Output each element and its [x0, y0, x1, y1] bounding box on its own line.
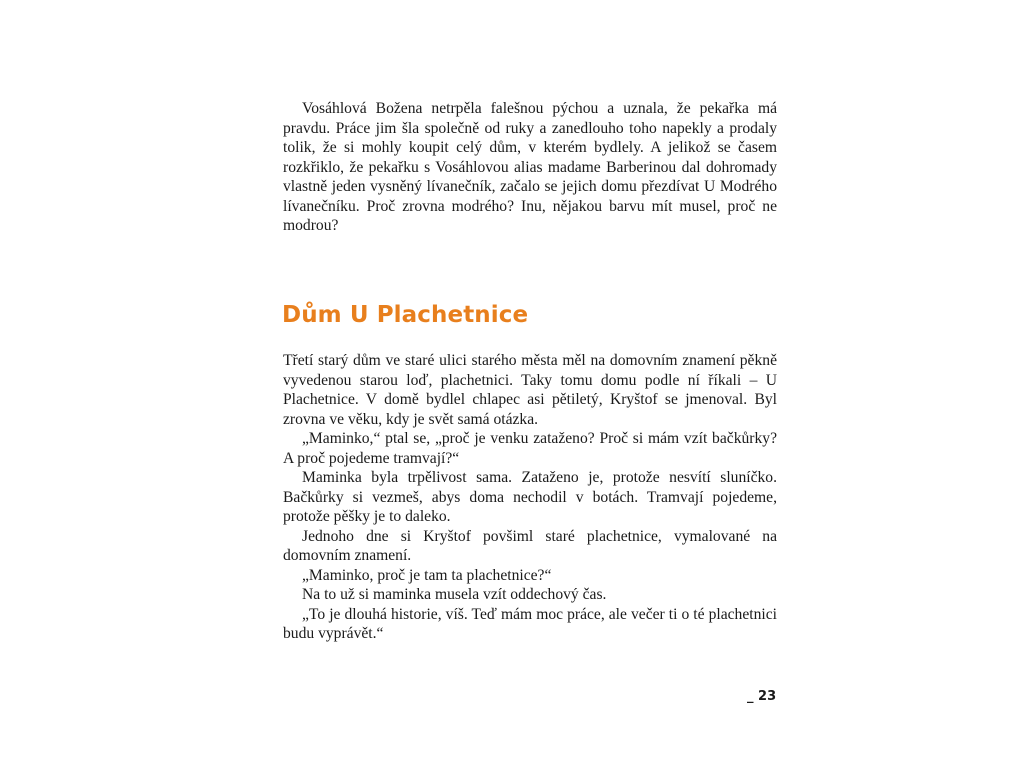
intro-text-block: [283, 99, 777, 236]
story-paragraph: Jednoho dne si Kryštof povšiml staré plachetnice, vymalované na domovním znamení.: [283, 527, 777, 564]
story-paragraph: „Maminko, proč je tam ta plachetnice?“: [302, 566, 552, 584]
story-paragraph: Na to už si maminka musela vzít oddechový čas.: [302, 586, 607, 603]
story-paragraph: Třetí starý dům ve staré ulici starého města měl na domovním znamení pěkně vyvedenou starou loď, plachetnici. Taky tomu domu podle ní říkali – U Plachetnice. V domě bydlel chlapec asi pětiletý, Kryštof se jmenoval. Byl zrovna ve věku, kdy je svět samá otázka.: [283, 352, 777, 428]
page-number: _ 23: [747, 689, 777, 704]
story-text-block: [283, 351, 777, 644]
intro-paragraph: Vosáhlová Božena netrpěla falešnou pýchou a uznala, že pekařka má pravdu. Práce jim šla společně od ruky a zanedlouho toho napekly a prodaly tolik, že si mohly koupit celý dům, v kterém bydlely. A jelikož se časem rozkřiklo, že pekařku s Vosáhlovou alias madame Barberinou dal dohromady vlastně jeden vysněný lívanečník, začalo se jejich domu přezdívat U Modrého lívanečníku. Proč zrovna modrého? Inu, nějakou barvu mít musel, proč ne modrou?: [283, 100, 777, 234]
story-paragraph: Maminka byla trpělivost sama. Zataženo je, protože nesvítí sluníčko. Bačkůrky si vezmeš, abys doma nechodil v botách. Tramvají pojedeme, protože pěšky je to daleko.: [283, 469, 777, 525]
story-paragraph: „Maminko,“ ptal se, „proč je venku zataženo? Proč si mám vzít bačkůrky? A proč pojedeme tramvají?“: [283, 430, 777, 467]
section-heading: Dům U Plachetnice: [282, 302, 529, 328]
story-paragraph: „To je dlouhá historie, víš. Teď mám moc práce, ale večer ti o té plachetnici budu vyprávět.“: [283, 605, 777, 642]
